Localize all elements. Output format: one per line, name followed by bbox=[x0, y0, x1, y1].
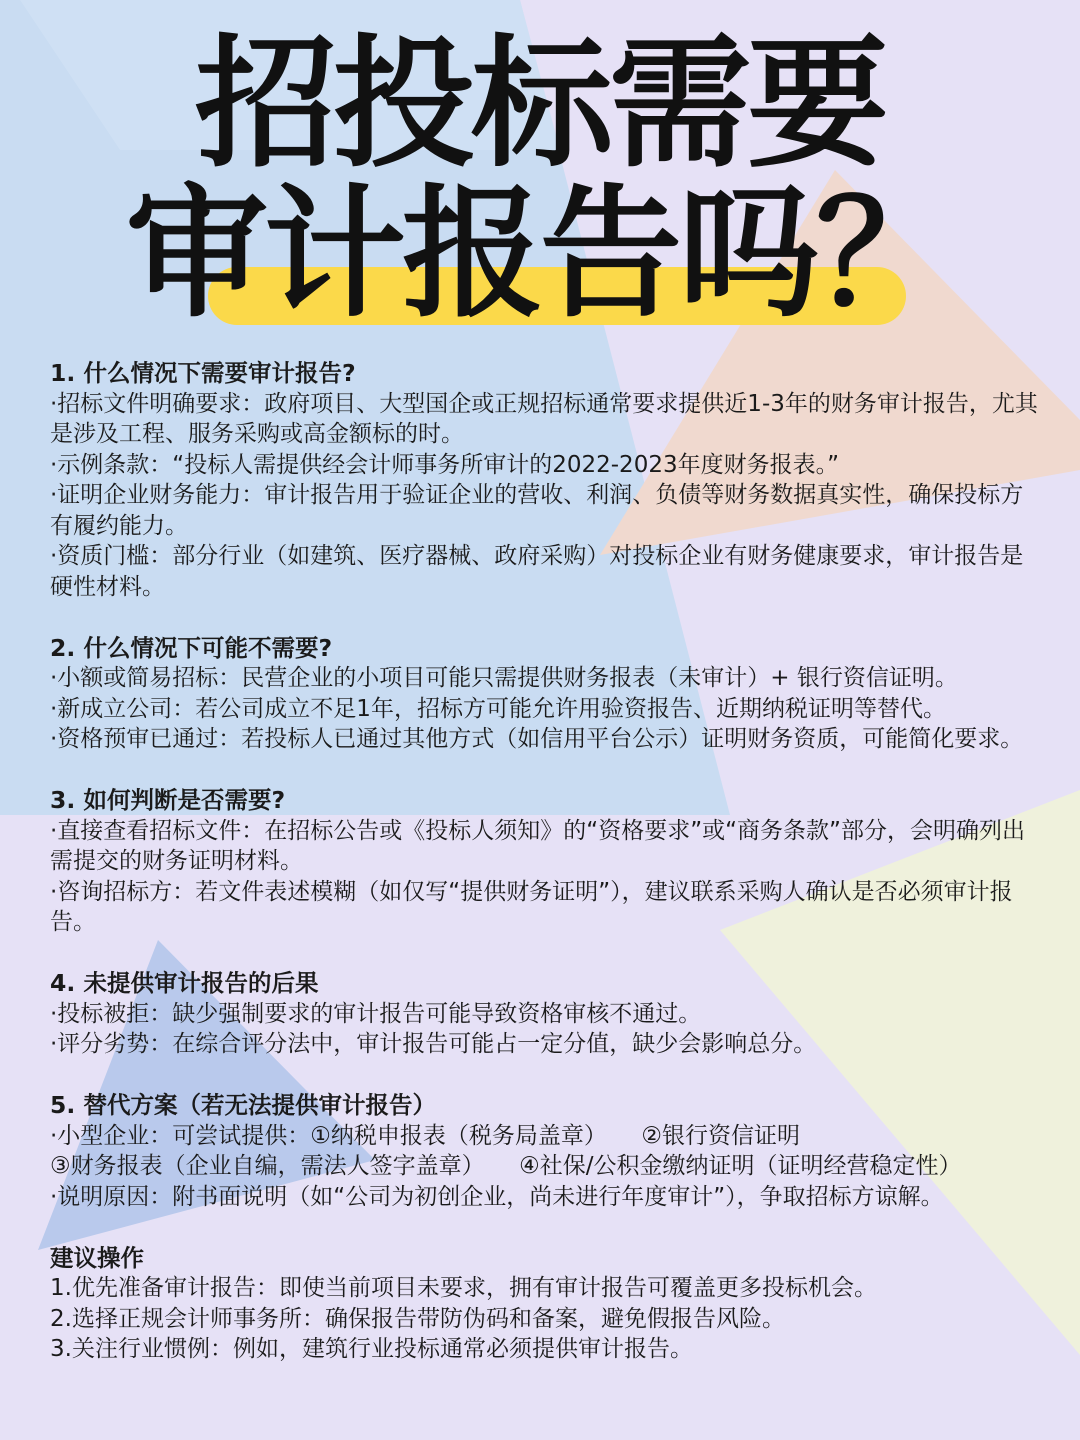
list-item: 2.选择正规会计师事务所：确保报告带防伪码和备案，避免假报告风险。 bbox=[50, 1305, 785, 1332]
list-item: ③财务报表（企业自编，需法人签字盖章） ④社保/公积金缴纳证明（证明经营稳定性） bbox=[50, 1153, 962, 1179]
list-item: 1.优先准备审计报告：即使当前项目未要求，拥有审计报告可覆盖更多投标机会。 bbox=[50, 1275, 877, 1301]
list-item: ·资质门槛：部分行业（如建筑、医疗器械、政府采购）对投标企业有财务健康要求，审计报告是硬性材料。 bbox=[50, 543, 1024, 600]
list-item: ·证明企业财务能力：审计报告用于验证企业的营收、利润、负债等财务数据真实性，确保投标方有履约能力。 bbox=[50, 482, 1024, 539]
section-heading: 2. 什么情况下可能不需要? bbox=[50, 633, 333, 662]
section-heading: 1. 什么情况下需要审计报告? bbox=[50, 359, 356, 387]
list-item: ·直接查看招标文件：在招标公告或《投标人须知》的“资格要求”或“商务条款”部分，会明确列出需提交的财务证明材料。 bbox=[50, 817, 1025, 874]
list-item: ·咨询招标方：若文件表述模糊（如仅写“提供财务证明”），建议联系采购人确认是否必须审计报告。 bbox=[50, 878, 1013, 935]
section-heading: 3. 如何判断是否需要? bbox=[50, 786, 286, 814]
list-item: ·小型企业：可尝试提供：①纳税申报表（税务局盖章） ②银行资信证明 bbox=[50, 1122, 801, 1149]
section-recommendations bbox=[50, 1243, 1040, 1365]
title bbox=[0, 22, 1080, 337]
list-item: ·资格预审已通过：若投标人已通过其他方式（如信用平台公示）证明财务资质，可能简化要求。 bbox=[50, 726, 1024, 752]
section-when-not-needed bbox=[50, 633, 1040, 755]
list-item: ·说明原因：附书面说明（如“公司为初创企业，尚未进行年度审计”），争取招标方谅解。 bbox=[50, 1183, 944, 1210]
list-item: ·评分劣势：在综合评分法中，审计报告可能占一定分值，缺少会影响总分。 bbox=[50, 1031, 817, 1057]
section-how-to-judge bbox=[50, 785, 1040, 938]
title-line-2: 审计报告吗？ bbox=[126, 172, 954, 337]
section-heading: 4. 未提供审计报告的后果 bbox=[50, 969, 319, 997]
list-item: ·投标被拒：缺少强制要求的审计报告可能导致资格审核不通过。 bbox=[50, 1000, 702, 1027]
section-when-needed bbox=[50, 358, 1040, 602]
list-item: ·新成立公司：若公司成立不足1年，招标方可能允许用验资报告、近期纳税证明等替代。 bbox=[50, 695, 946, 722]
section-heading: 建议操作 bbox=[50, 1243, 144, 1272]
section-heading: 5. 替代方案（若无法提供审计报告） bbox=[50, 1091, 436, 1119]
list-item: ·小额或简易招标：民营企业的小项目可能只需提供财务报表（未审计）+ 银行资信证明。 bbox=[50, 665, 958, 691]
title-line-1: 招投标需要 bbox=[195, 22, 885, 187]
list-item: ·招标文件明确要求：政府项目、大型国企或正规招标通常要求提供近1-3年的财务审计报告，尤其是涉及工程、服务采购或高金额标的时。 bbox=[50, 390, 1038, 447]
list-item: 3.关注行业惯例：例如，建筑行业投标通常必须提供审计报告。 bbox=[50, 1336, 693, 1362]
section-consequences bbox=[50, 968, 1040, 1060]
section-alternatives bbox=[50, 1090, 1040, 1212]
list-item: ·示例条款：“投标人需提供经会计师事务所审计的2022-2023年度财务报表。” bbox=[50, 451, 840, 478]
article-body bbox=[50, 358, 1040, 1395]
